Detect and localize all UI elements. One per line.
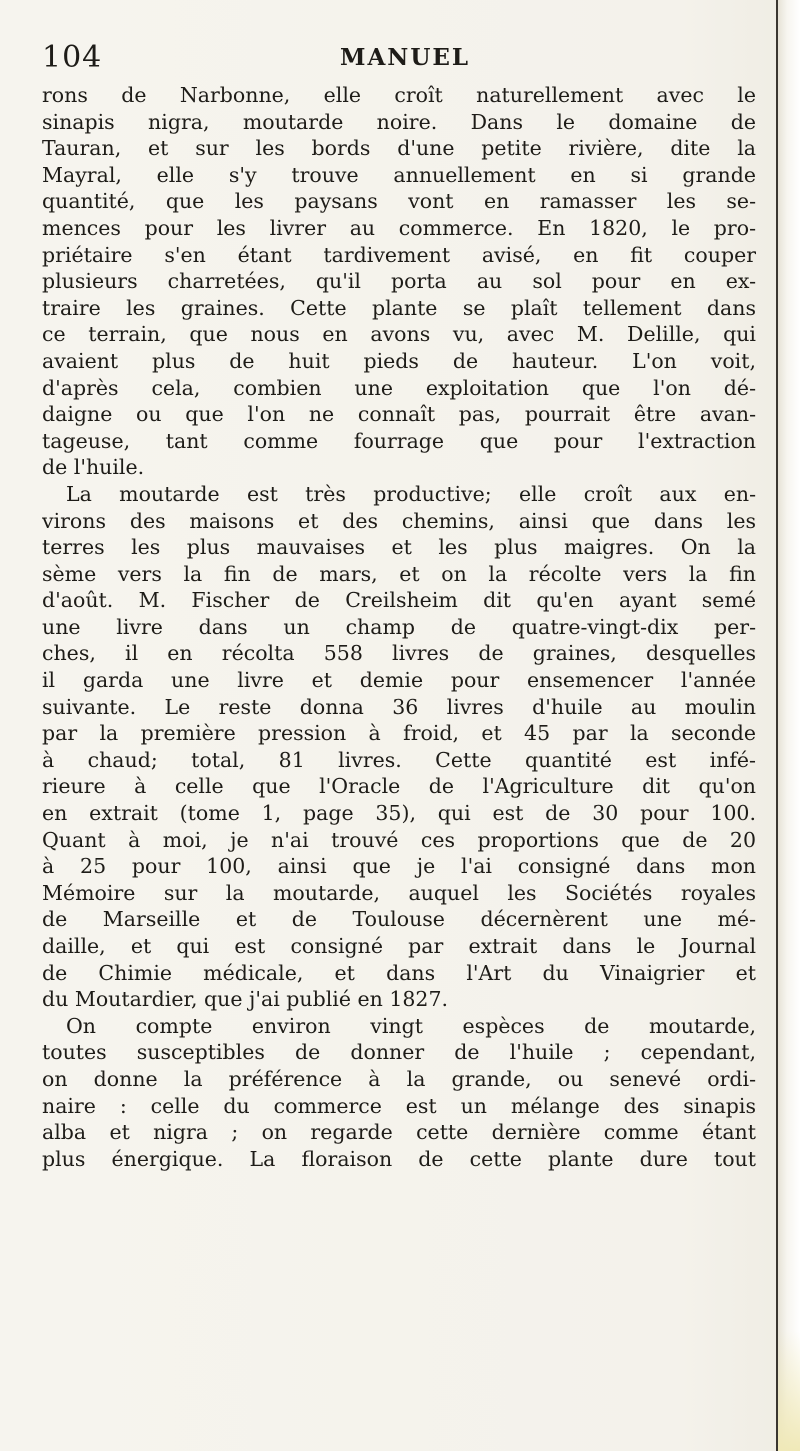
text-line: traire les graines. Cette plante se plaît tellement dans	[42, 295, 756, 320]
text-line: par la première pression à froid, et 45 par la seconde	[42, 721, 756, 746]
text-line: daigne ou que l'on ne connaît pas, pourrait être avan-	[42, 402, 756, 427]
text-line: ce terrain, que nous en avons vu, avec M. Delille, qui	[42, 322, 756, 347]
text-line: plus énergique. La floraison de cette plante dure tout	[42, 1146, 756, 1171]
text-line: rieure à celle que l'Oracle de l'Agriculture dit qu'on	[42, 774, 756, 799]
text-line: priétaire s'en étant tardivement avisé, en fit couper	[42, 242, 756, 267]
text-line: sème vers la fin de mars, et on la récolte vers la fin	[42, 561, 756, 586]
text-line: d'après cela, combien une exploitation que l'on dé-	[42, 375, 756, 400]
text-line: Quant à moi, je n'ai trouvé ces proportions que de 20	[42, 827, 756, 852]
text-line: il garda une livre et demie pour ensemencer l'année	[42, 668, 756, 693]
text-line: d'août. M. Fischer de Creilsheim dit qu'en ayant semé	[42, 588, 756, 613]
text-line: à chaud; total, 81 livres. Cette quantité est infé-	[42, 747, 756, 772]
page-header	[42, 40, 757, 80]
text-line: sinapis nigra, moutarde noire. Dans le domaine de	[42, 109, 756, 134]
text-line: Mayral, elle s'y trouve annuellement en si grande	[42, 162, 756, 187]
text-line: de Marseille et de Toulouse décernèrent une mé-	[42, 907, 756, 932]
text-line: mences pour les livrer au commerce. En 1820, le pro-	[42, 215, 756, 240]
text-line: quantité, que les paysans vont en ramasser les se-	[42, 189, 756, 214]
text-line: de Chimie médicale, et dans l'Art du Vinaigrier et	[42, 960, 756, 985]
text-line: en extrait (tome 1, page 35), qui est de 30 pour 100.	[42, 801, 756, 826]
body-text	[42, 82, 756, 1172]
text-line: on donne la préférence à la grande, ou senevé ordi-	[42, 1066, 756, 1091]
text-line: Tauran, et sur les bords d'une petite rivière, dite la	[42, 136, 756, 161]
text-line: une livre dans un champ de quatre-vingt-dix per-	[42, 614, 756, 639]
text-line: virons des maisons et des chemins, ainsi que dans les	[42, 508, 756, 533]
paragraph-start-line: On compte environ vingt espèces de moutarde,	[66, 1013, 756, 1038]
page-edge-stain	[778, 1331, 800, 1451]
text-line: alba et nigra ; on regarde cette dernière comme étant	[42, 1120, 756, 1145]
text-line: daille, et qui est consigné par extrait dans le Journal	[42, 934, 756, 958]
text-line: avaient plus de huit pieds de hauteur. L'on voit,	[42, 348, 756, 373]
text-line: suivante. Le reste donna 36 livres d'huile au moulin	[42, 694, 756, 719]
text-line: rons de Narbonne, elle croît naturellement avec le	[42, 83, 756, 107]
text-line: plusieurs charretées, qu'il porta au sol pour en ex-	[42, 269, 756, 294]
paragraph-start-line: La moutarde est très productive; elle croît aux en-	[66, 481, 756, 506]
text-line: Mémoire sur la moutarde, auquel les Sociétés royales	[42, 880, 756, 905]
text-line: ches, il en récolta 558 livres de graines, desquelles	[42, 641, 756, 666]
text-line: terres les plus mauvaises et les plus maigres. On la	[42, 535, 756, 560]
text-line: naire : celle du commerce est un mélange des sinapis	[42, 1093, 756, 1118]
text-line: du Moutardier, que j'ai publié en 1827.	[42, 987, 449, 1012]
text-line: tageuse, tant comme fourrage que pour l'extraction	[42, 428, 756, 453]
text-line: toutes susceptibles de donner de l'huile ; cependant,	[42, 1040, 756, 1065]
text-line: à 25 pour 100, ainsi que je l'ai consigné dans mon	[42, 854, 756, 879]
text-line: de l'huile.	[42, 455, 145, 480]
running-title: MANUEL	[340, 44, 471, 71]
page-gutter	[776, 0, 800, 1451]
page-number: 104	[42, 40, 103, 75]
